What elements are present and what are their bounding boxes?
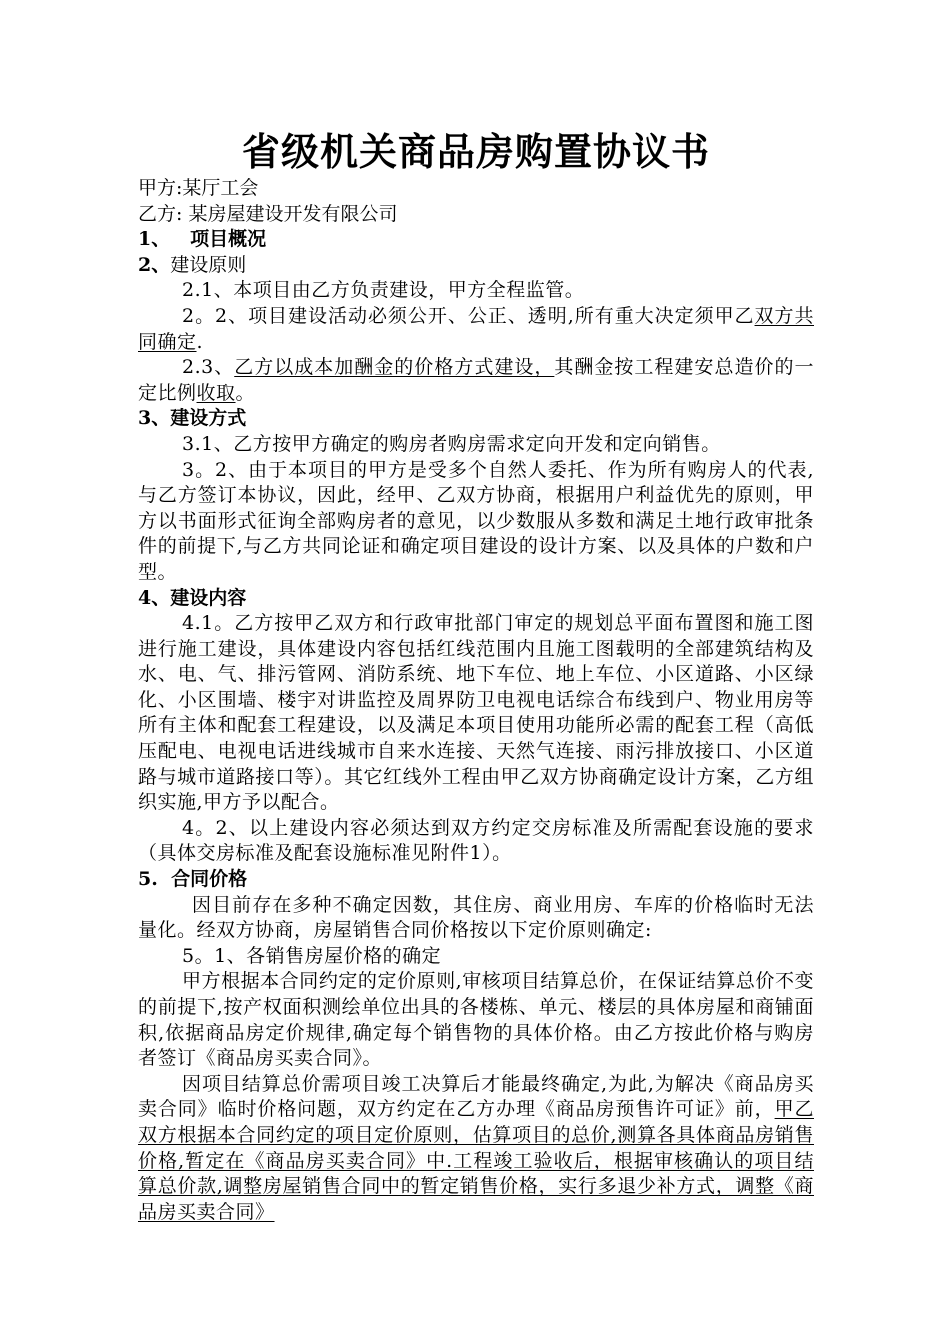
section-5-label: 合同价格 <box>171 868 248 891</box>
section-3-heading <box>138 406 814 432</box>
clause-2-2-text: 2。2、项目建设活动必须公开、公正、透明,所有重大决定须甲乙 <box>182 304 755 327</box>
clause-2-3-number: 2.3、 <box>182 356 235 379</box>
party-a: 甲方:某厅工会 <box>138 177 259 199</box>
section-5-heading <box>138 867 814 893</box>
section-2-label: 建设原则 <box>170 253 247 276</box>
clause-4-1: 4.1。乙方按甲乙双方和行政审批部门审定的规划总平面布置图和施工图进行施工建设，具体建设内容包括红线范围内且施工图载明的全部建筑结构及水、电、气、排污管网、消防系统、地下车位、地上车位、小区道路、小区绿化、小区围墙、楼宇对讲监控及周界防卫电视电话综合布线到户、物业用房等所有主体和配套工程建设，以及满足本项目使用功能所必需的配套工程（高低压配电、电视电话进线城市自来水连接、天然气连接、雨污排放接口、小区道路与城市道路接口等）。其它红线外工程由甲乙双方协商确定设计方案，乙方组织实施,甲方予以配合。 <box>138 612 814 814</box>
section-2-number: 2、 <box>138 253 171 276</box>
section-2-heading <box>138 253 814 279</box>
clause-5-1: 5。1、各销售房屋价格的确定 <box>182 944 442 967</box>
clause-2-1: 2.1、本项目由乙方负责建设，甲方全程监管。 <box>182 279 585 302</box>
clause-5-1-paragraph-b <box>138 1072 814 1226</box>
clause-2-3-underlined-2: 收取 <box>196 381 236 404</box>
party-b: 乙方: 某房屋建设开发有限公司 <box>138 202 398 225</box>
clause-3-2: 3。2、由于本项目的甲方是受多个自然人委托、作为所有购房人的代表,与乙方签订本协议，因此，经甲、乙双方协商，根据用户利益优先的原则，甲方以书面形式征询全部购房者的意见，以少数服从多数和满足土地行政审批条件的前提下,与乙方共同论证和确定项目建设的设计方案、以及具体的户数和户型。 <box>138 458 814 583</box>
document-title: 省级机关商品房购置协议书 <box>241 129 710 174</box>
clause-2-3-end: 。 <box>235 381 256 404</box>
clause-2-3-underlined-1: 乙方以成本加酬金的价格方式建设， <box>234 356 555 379</box>
section-4-heading <box>138 586 814 612</box>
document-page <box>138 128 814 1225</box>
section-5-number: 5. <box>138 868 158 891</box>
clause-5-1-b-underlined: 甲乙双方根据本合同约定的项目定价原则，估算项目的总价,测算各具体商品房销售价格,暂定在《商品房买卖合同》中.工程竣工验收后，根据审核确认的项目结算总价款,调整房屋销售合同中的暂定销售价格，实行多退少补方式，调整《商品房买卖合同》 <box>138 1098 814 1223</box>
section-1-heading <box>138 227 814 253</box>
section-1-label: 项目概况 <box>190 228 267 251</box>
clause-5-1-paragraph-a: 甲方根据本合同约定的定价原则,审核项目结算总价，在保证结算总价不变的前提下,按产权面积测绘单位出具的各楼栋、单元、楼层的具体房屋和商铺面积,依据商品房定价规律,确定每个销售物的具体价格。由乙方按此价格与购房者签订《商品房买卖合同》。 <box>138 970 814 1070</box>
clause-4-2: 4。2、以上建设内容必须达到双方约定交房标准及所需配套设施的要求（具体交房标准及配套设施标准见附件1）。 <box>138 816 814 865</box>
clause-2-2-end: . <box>196 330 204 353</box>
clause-3-1: 3.1、乙方按甲方确定的购房者购房需求定向开发和定向销售。 <box>182 432 721 455</box>
clause-2-2-underlined: 双方共同确定 <box>138 304 814 353</box>
section-4-label: 建设内容 <box>170 586 247 609</box>
section-3-label: 建设方式 <box>170 407 247 430</box>
section-3-number: 3、 <box>138 407 171 430</box>
clause-2-3-text: 其酬金按工程建安总造价的一定比例 <box>138 356 814 404</box>
clause-2-2 <box>138 304 814 355</box>
clause-5-1-b-text: 因项目结算总价需项目竣工决算后才能最终确定,为此,为解决《商品房买卖合同》临时价格问题，双方约定在乙方办理《商品房预售许可证》前， <box>138 1072 814 1121</box>
clause-2-3 <box>138 355 814 406</box>
section-4-number: 4、 <box>138 586 171 609</box>
section-1-number: 1、 <box>138 228 171 251</box>
clause-5-intro: 因目前存在多种不确定因数，其住房、商业用房、车库的价格临时无法量化。经双方协商，房屋销售合同价格按以下定价原则确定: <box>138 893 814 942</box>
